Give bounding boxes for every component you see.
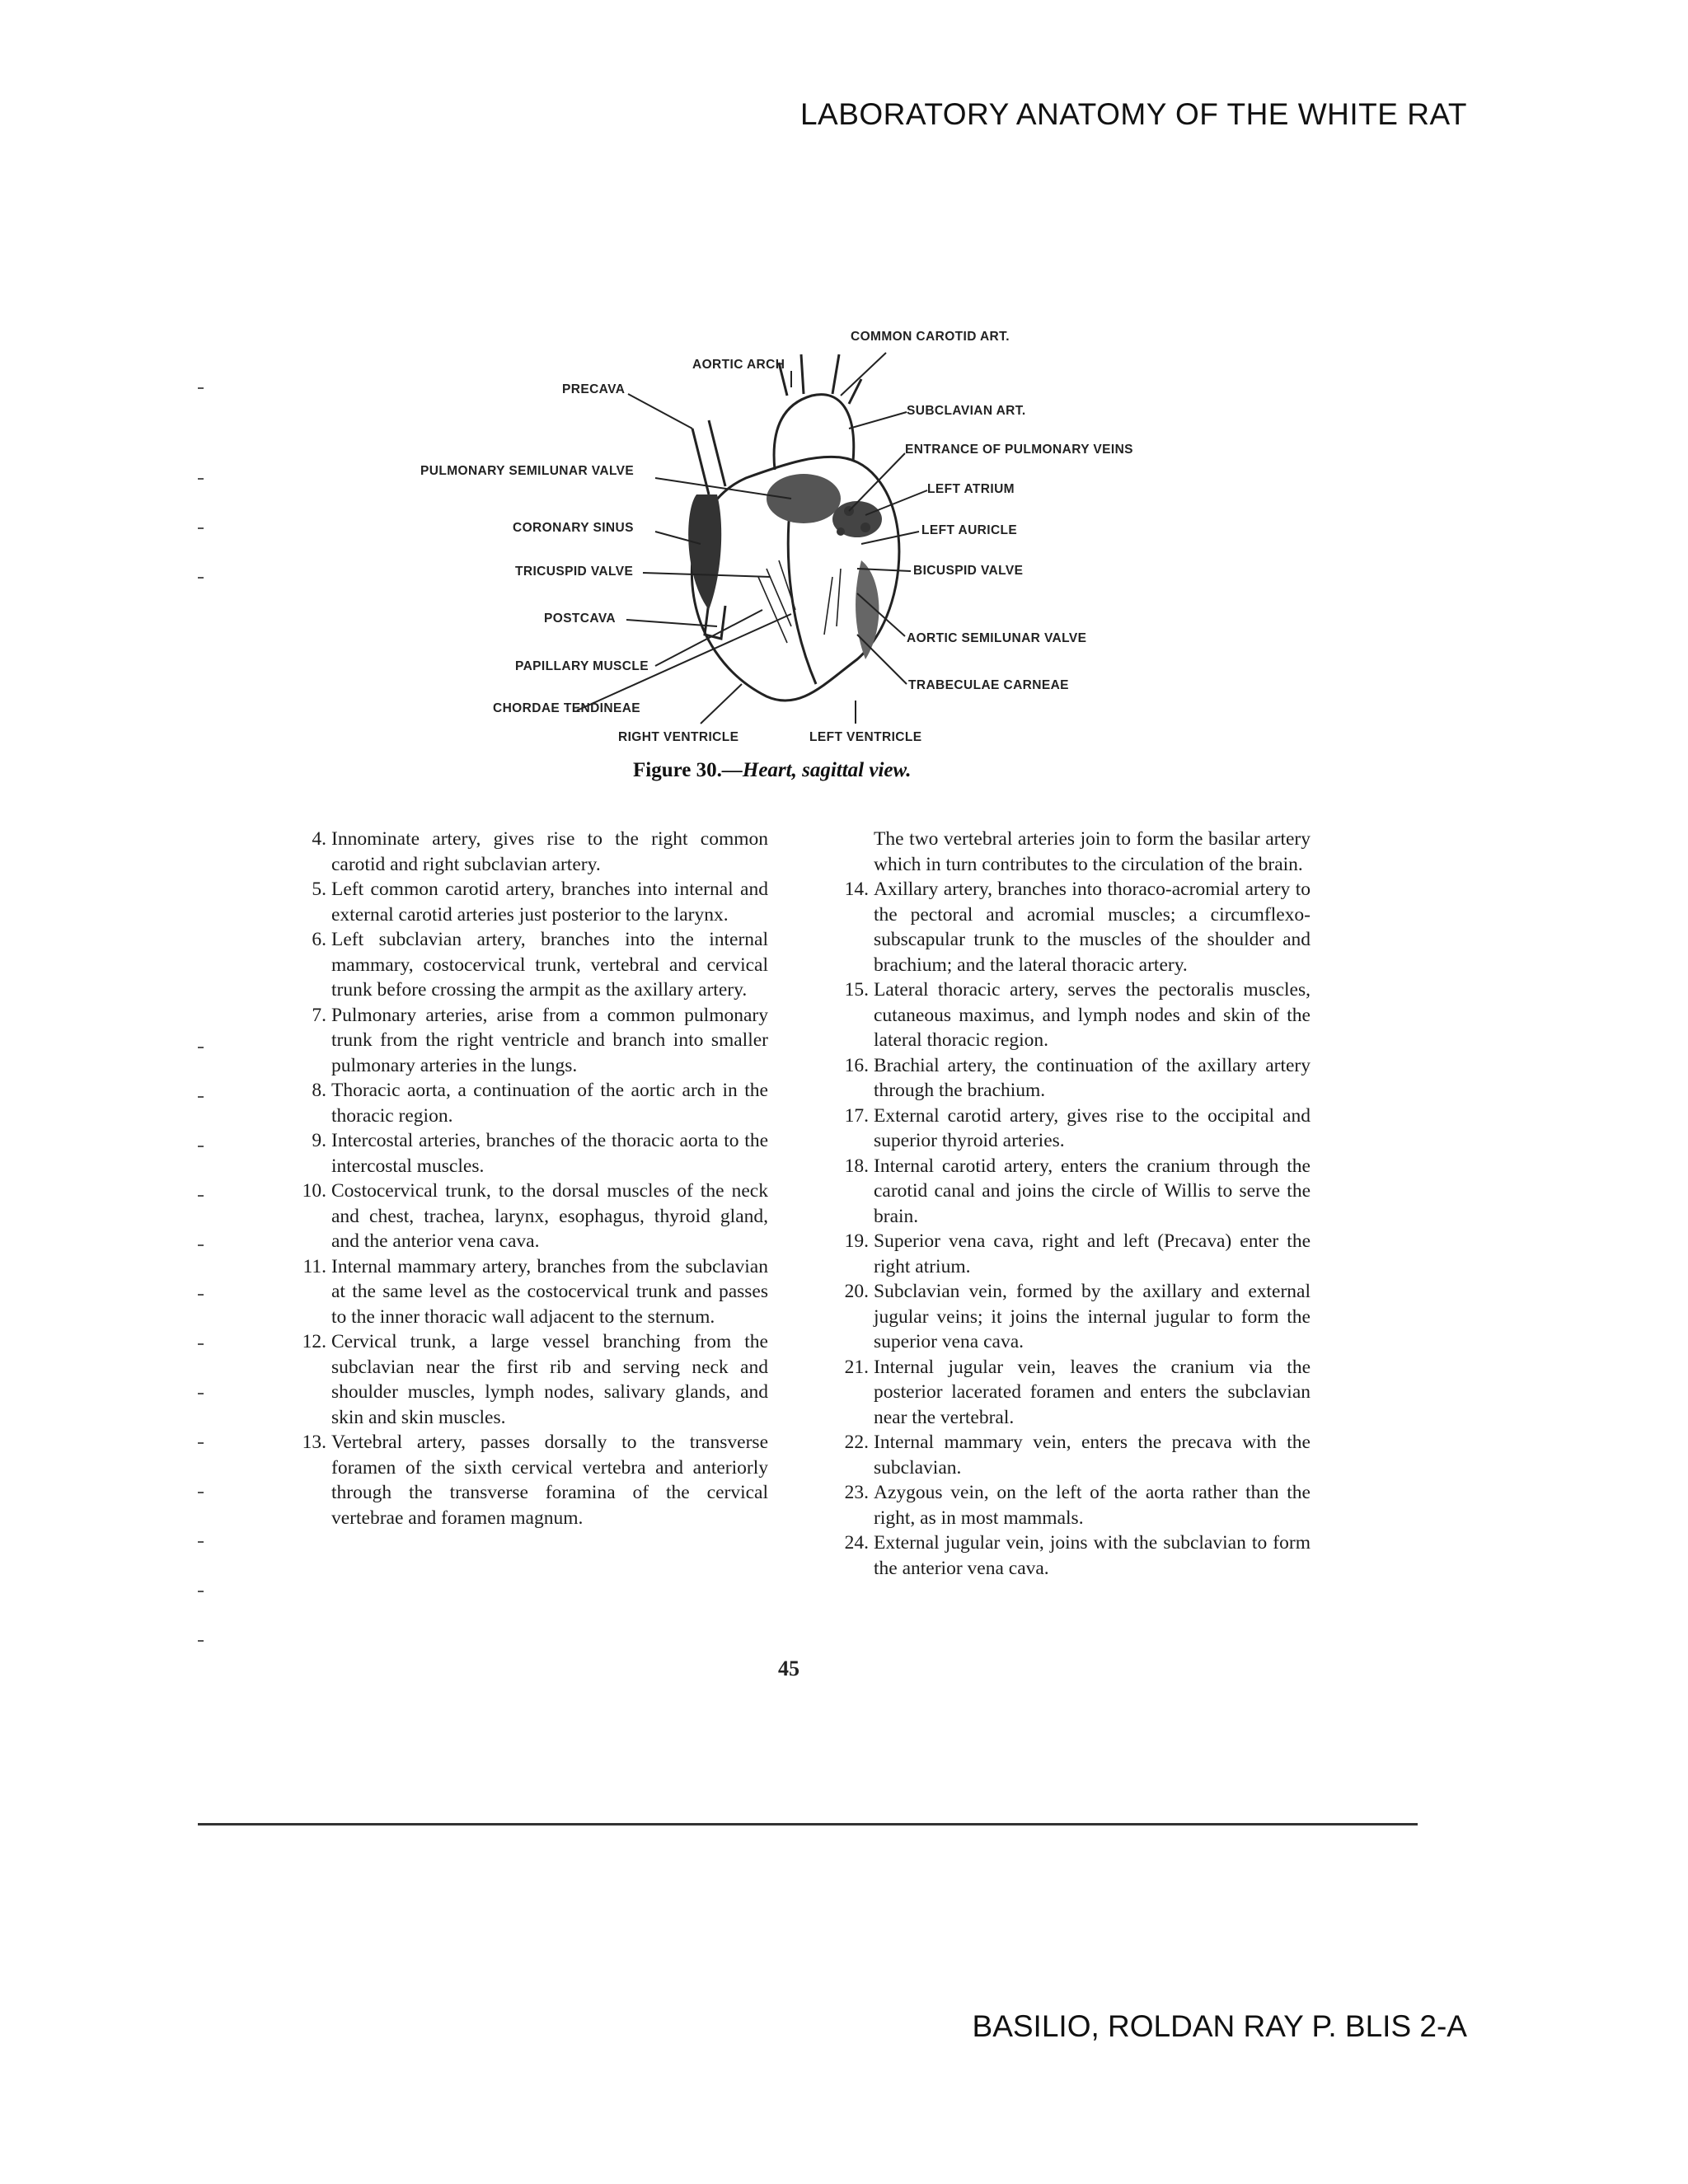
label-aortic-semilunar-valve: AORTIC SEMILUNAR VALVE bbox=[907, 631, 1087, 645]
label-precava: PRECAVA bbox=[562, 382, 626, 396]
caption-text: —Heart, sagittal view. bbox=[721, 759, 912, 781]
caption-label: Figure 30. bbox=[633, 759, 722, 781]
margin-mark bbox=[198, 1393, 204, 1394]
margin-mark bbox=[198, 1541, 204, 1543]
list-item bbox=[298, 1329, 768, 1430]
label-entrance-pulmonary-veins: ENTRANCE OF PULMONARY VEINS bbox=[905, 443, 1133, 457]
page-number: 45 bbox=[778, 1657, 799, 1680]
heart-figure bbox=[0, 0, 1688, 824]
item-text: Intercostal arteries, branches of the thoracic aorta to the intercostal muscles. bbox=[331, 1130, 768, 1177]
label-bicuspid-valve: BICUSPID VALVE bbox=[913, 564, 1024, 578]
item-text: Azygous vein, on the left of the aorta rather than the right, as in most mammals. bbox=[874, 1482, 1311, 1529]
margin-mark bbox=[198, 478, 204, 480]
margin-mark bbox=[198, 1640, 204, 1642]
item-number: 16. bbox=[844, 1054, 869, 1076]
margin-mark bbox=[198, 1146, 204, 1147]
margin-mark bbox=[198, 1047, 204, 1048]
label-tricuspid-valve: TRICUSPID VALVE bbox=[515, 565, 634, 579]
list-item bbox=[841, 1154, 1311, 1230]
item-number: 11. bbox=[302, 1255, 326, 1277]
item-number: 19. bbox=[844, 1230, 869, 1252]
item-number: 13. bbox=[302, 1432, 326, 1453]
label-aortic-arch: AORTIC ARCH bbox=[692, 358, 785, 372]
margin-mark bbox=[198, 527, 204, 529]
list-item bbox=[841, 1279, 1311, 1355]
margin-mark bbox=[198, 1343, 204, 1345]
item-number: 7. bbox=[312, 1004, 326, 1026]
list-item bbox=[298, 927, 768, 1003]
item-text: Pulmonary arteries, arise from a common pulmonary trunk from the right ventricle and branch into smaller pulmonary arteries in the lungs. bbox=[331, 1004, 768, 1076]
page-bottom-rule bbox=[198, 1823, 1418, 1825]
item-text: Costocervical trunk, to the dorsal muscles of the neck and chest, trachea, larynx, esophagus, thyroid gland, and the anterior vena cava. bbox=[331, 1180, 768, 1252]
item-number: 23. bbox=[844, 1482, 869, 1503]
item-number: 10. bbox=[302, 1180, 326, 1202]
item-text: Left subclavian artery, branches into the internal mammary, costocervical trunk, vertebral and cervical trunk before crossing the armpit as the axillary artery. bbox=[331, 929, 768, 1001]
left-column bbox=[298, 827, 768, 1530]
list-item bbox=[841, 1229, 1311, 1279]
item-text: Thoracic aorta, a continuation of the aortic arch in the thoracic region. bbox=[331, 1080, 768, 1127]
list-item bbox=[298, 877, 768, 927]
item-number: 12. bbox=[302, 1331, 326, 1352]
scan-margin-marks bbox=[198, 165, 214, 1731]
label-right-ventricle: RIGHT VENTRICLE bbox=[618, 730, 739, 744]
item-number: 18. bbox=[844, 1155, 869, 1177]
item-text: Innominate artery, gives rise to the right common carotid and right subclavian artery. bbox=[331, 828, 768, 875]
margin-mark bbox=[198, 1442, 204, 1444]
list-item bbox=[841, 1104, 1311, 1154]
item-number: 21. bbox=[844, 1356, 869, 1378]
label-left-auricle: LEFT AURICLE bbox=[921, 523, 1018, 537]
item-number: 15. bbox=[844, 979, 869, 1001]
item-number: 9. bbox=[312, 1130, 326, 1151]
item-number: 5. bbox=[312, 879, 326, 900]
list-item bbox=[841, 1480, 1311, 1530]
list-item bbox=[298, 1430, 768, 1530]
right-column bbox=[841, 827, 1311, 1581]
label-left-ventricle: LEFT VENTRICLE bbox=[809, 730, 922, 744]
item-text: Left common carotid artery, branches into internal and external carotid arteries just posterior to the larynx. bbox=[331, 879, 768, 926]
list-item bbox=[298, 1179, 768, 1254]
list-item bbox=[298, 1254, 768, 1330]
label-left-atrium: LEFT ATRIUM bbox=[927, 482, 1015, 496]
list-item bbox=[841, 1355, 1311, 1431]
label-postcava: POSTCAVA bbox=[544, 612, 617, 626]
margin-mark bbox=[198, 577, 204, 579]
heart-illustration bbox=[0, 0, 1688, 824]
continuation-paragraph: The two vertebral arteries join to form the basilar artery which in turn contributes to the circulation of the brain. bbox=[874, 828, 1311, 875]
item-text: External carotid artery, gives rise to the occipital and superior thyroid arteries. bbox=[874, 1104, 1311, 1151]
item-text: Lateral thoracic artery, serves the pectoralis muscles, cutaneous maximus, and lymph nodes and skin of the lateral thoracic region. bbox=[874, 979, 1311, 1051]
item-number: 6. bbox=[312, 929, 326, 950]
item-number: 24. bbox=[844, 1532, 869, 1554]
margin-mark bbox=[198, 1591, 204, 1592]
margin-mark bbox=[198, 1195, 204, 1197]
item-number: 20. bbox=[844, 1281, 869, 1302]
label-subclavian-art: SUBCLAVIAN ART. bbox=[907, 404, 1026, 418]
list-item bbox=[298, 1128, 768, 1179]
item-text: Vertebral artery, passes dorsally to the transverse foramen of the sixth cervical vertebra and anteriorly through the transverse foramina of the cervical vertebrae and foramen magnum. bbox=[331, 1432, 768, 1529]
margin-mark bbox=[198, 1096, 204, 1098]
item-number: 17. bbox=[844, 1104, 869, 1127]
label-papillary-muscle: PAPILLARY MUSCLE bbox=[515, 659, 649, 673]
list-item bbox=[841, 977, 1311, 1053]
list-item bbox=[841, 1053, 1311, 1104]
item-number: 8. bbox=[312, 1080, 326, 1101]
label-chordae-tendineae: CHORDAE TENDINEAE bbox=[493, 701, 641, 715]
list-item bbox=[298, 1078, 768, 1128]
student-name-footer: BASILIO, ROLDAN RAY P. BLIS 2-A bbox=[972, 2009, 1467, 2043]
label-coronary-sinus: CORONARY SINUS bbox=[513, 521, 634, 535]
list-item bbox=[298, 1003, 768, 1079]
item-number: 22. bbox=[844, 1432, 869, 1453]
item-text: Superior vena cava, right and left (Precava) enter the right atrium. bbox=[874, 1230, 1311, 1277]
label-common-carotid: COMMON CAROTID ART. bbox=[851, 330, 1010, 344]
label-pulmonary-semilunar-valve: PULMONARY SEMILUNAR VALVE bbox=[420, 464, 635, 478]
margin-mark bbox=[198, 1294, 204, 1296]
item-text: Axillary artery, branches into thoraco-acromial artery to the pectoral and acromial muscles; a circumflexo-subscapular trunk to the muscles of the shoulder and brachium; and the lateral thoracic artery. bbox=[874, 879, 1311, 976]
item-text: Internal mammary artery, branches from the subclavian at the same level as the costocervical trunk and passes to the inner thoracic wall adjacent to the sternum. bbox=[331, 1255, 768, 1328]
label-trabeculae-carneae: TRABECULAE CARNEAE bbox=[908, 678, 1069, 692]
item-text: Subclavian vein, formed by the axillary and external jugular veins; it joins the internal jugular to form the superior vena cava. bbox=[874, 1281, 1311, 1352]
item-number: 4. bbox=[312, 828, 326, 850]
margin-mark bbox=[198, 1244, 204, 1246]
item-text: Internal jugular vein, leaves the cranium via the posterior lacerated foramen and enters the subclavian near the vertebral. bbox=[874, 1356, 1311, 1428]
item-text: Internal carotid artery, enters the cranium through the carotid canal and joins the circle of Willis to serve the brain. bbox=[874, 1155, 1311, 1227]
list-item bbox=[841, 1530, 1311, 1581]
list-item bbox=[298, 827, 768, 877]
margin-mark bbox=[198, 1492, 204, 1493]
item-text: Brachial artery, the continuation of the axillary artery through the brachium. bbox=[874, 1054, 1311, 1101]
list-item bbox=[841, 877, 1311, 977]
running-header: LABORATORY ANATOMY OF THE WHITE RAT bbox=[799, 97, 1467, 131]
item-text: Cervical trunk, a large vessel branching from the subclavian near the first rib and serving neck and shoulder muscles, lymph nodes, salivary glands, and skin and skin muscles. bbox=[331, 1331, 768, 1428]
item-text: Internal mammary vein, enters the precava with the subclavian. bbox=[874, 1432, 1311, 1479]
item-number: 14. bbox=[844, 879, 869, 900]
figure-caption bbox=[633, 759, 912, 782]
item-text: External jugular vein, joins with the subclavian to form the anterior vena cava. bbox=[874, 1532, 1311, 1579]
list-item bbox=[841, 1430, 1311, 1480]
margin-mark bbox=[198, 387, 204, 389]
